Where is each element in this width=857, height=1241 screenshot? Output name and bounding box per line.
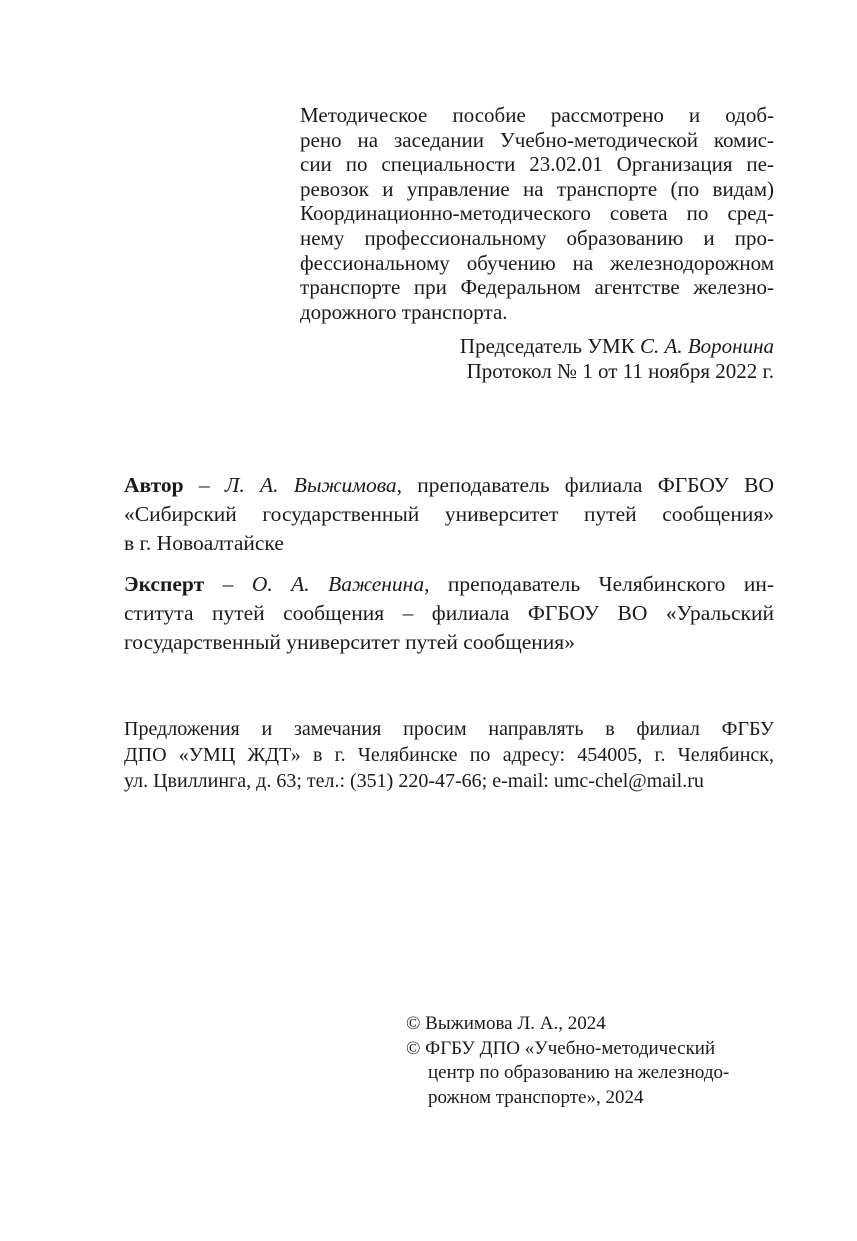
copyright-line: центр по образованию на железнодо- <box>428 1062 730 1083</box>
expert-dash: – <box>204 572 252 596</box>
approval-line: ревозок и управление на транспорте (по видам) <box>300 176 774 201</box>
author-line: в г. Новоалтайске <box>124 531 284 555</box>
contact-line: Предложения и замечания просим направлять в филиал ФГБУ <box>124 718 774 740</box>
expert-line: государственный университет путей сообщения» <box>124 630 575 654</box>
approval-line: рено на заседании Учебно-методической комис- <box>300 127 774 152</box>
expert-line: ститута путей сообщения – филиала ФГБОУ ВО «Уральский <box>124 601 774 625</box>
copyright-line: © ФГБУ ДПО «Учебно-методический <box>406 1037 716 1059</box>
author-label: Автор <box>124 473 184 497</box>
expert-name: О. А. Важенина <box>251 572 425 596</box>
contact-info <box>124 716 774 794</box>
approval-line: транспорте при Федеральном агентстве железно- <box>300 275 774 300</box>
expert-label: Эксперт <box>124 572 205 596</box>
approval-line: Методическое пособие рассмотрено и одоб- <box>300 103 774 127</box>
expert-paragraph <box>124 570 774 657</box>
contact-line: ДПО «УМЦ ЖДТ» в г. Челябинске по адресу: 454005, г. Челябинск, <box>124 744 774 766</box>
approval-note <box>300 103 774 384</box>
chair-signature <box>300 334 774 359</box>
author-name: Л. А. Выжимова <box>224 473 397 497</box>
approval-line: фессиональному обучению на железнодорожном <box>300 250 774 275</box>
expert-line <box>124 570 774 599</box>
contact-line: ул. Цвиллинга, д. 63; тел.: (351) 220-47-66; e-mail: umc-chel@mail.ru <box>124 770 704 792</box>
approval-line: дорожного транспорта. <box>300 299 508 324</box>
copyright-line: © Выжимова Л. А., 2024 <box>406 1013 606 1034</box>
author-line: «Сибирский государственный университет путей сообщения» <box>124 502 774 526</box>
author-line <box>124 471 774 500</box>
credits-section <box>124 471 774 657</box>
author-dash: – <box>183 473 225 497</box>
copyright-notice <box>406 1012 776 1110</box>
protocol-line: Протокол № 1 от 11 ноября 2022 г. <box>466 358 774 383</box>
approval-line: сии по специальности 23.02.01 Организация пе- <box>300 152 774 177</box>
expert-position: , преподаватель Челябинского ин- <box>424 572 774 596</box>
chair-prefix: Председатель УМК <box>459 334 640 359</box>
approval-line: Координационно-методического совета по сред- <box>300 201 774 226</box>
author-position: , преподаватель филиала ФГБОУ ВО <box>396 473 775 497</box>
chair-name: С. А. Воронина <box>640 334 774 359</box>
copyright-line: рожном транспорте», 2024 <box>428 1086 644 1108</box>
approval-line: нему профессиональному образованию и про- <box>300 225 774 250</box>
